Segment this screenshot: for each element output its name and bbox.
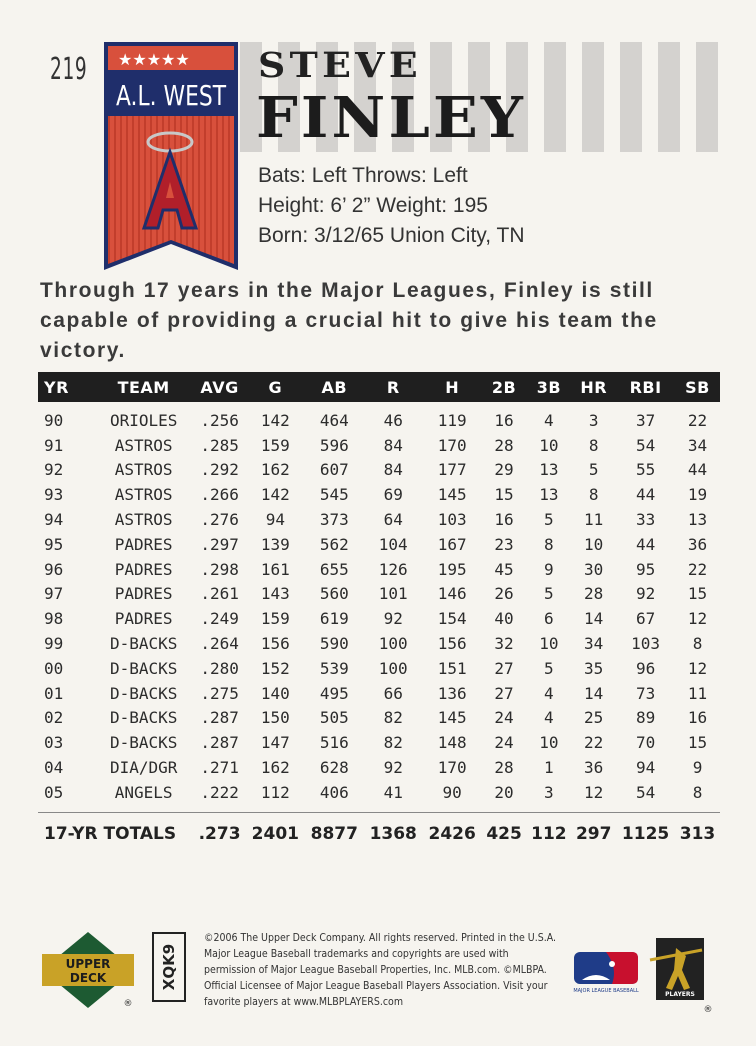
- stat-cell-rbi: 89: [635, 708, 656, 728]
- col-header-ab: AB: [305, 372, 364, 402]
- stat-cell-r: 41: [383, 782, 403, 802]
- stat-cell-sb: 44: [687, 460, 708, 480]
- stat-cell-r: 46: [383, 410, 403, 430]
- stat-cell-ab: 628: [319, 758, 349, 778]
- stat-cell-r: 92: [383, 758, 403, 778]
- total-cell-g: 2401: [251, 823, 299, 844]
- stat-cell-r: 66: [383, 683, 403, 703]
- card-code-box: [152, 932, 186, 1002]
- stat-cell-g: 150: [260, 708, 290, 728]
- stat-cell-hr: 12: [584, 782, 604, 802]
- stat-cell-g: 147: [260, 733, 290, 753]
- stat-cell-avg: .285: [200, 435, 239, 455]
- stat-cell-r: 104: [378, 534, 408, 554]
- stat-cell-r: 100: [378, 658, 408, 678]
- stat-cell-ab: 464: [319, 410, 349, 430]
- stat-cell-yr: 94: [44, 510, 64, 530]
- mlbpa-logo: [646, 936, 714, 1014]
- stat-cell-hr: 28: [584, 584, 604, 604]
- stat-cell-avg: .271: [200, 758, 239, 778]
- card-code: XQK9: [160, 943, 178, 991]
- stat-cell-h: 145: [437, 708, 467, 728]
- stat-cell-hr: 11: [584, 510, 604, 530]
- stat-cell-avg: .266: [200, 485, 239, 505]
- stat-cell-avg: .280: [200, 658, 239, 678]
- stat-cell-h: 154: [437, 609, 467, 629]
- col-header-team: TEAM: [94, 372, 193, 402]
- col-header-avg: AVG: [193, 372, 246, 402]
- stat-cell-2b: 28: [494, 758, 514, 778]
- stat-cell-2b: 24: [494, 733, 514, 753]
- stat-cell-ab: 596: [319, 435, 349, 455]
- stat-cell-3b: 10: [539, 435, 559, 455]
- total-cell-2b: 425: [486, 823, 522, 844]
- stat-cell-3b: 4: [544, 683, 554, 703]
- stat-cell-r: 84: [383, 460, 403, 480]
- stat-cell-ab: 505: [319, 708, 349, 728]
- mlb-logo: [572, 950, 640, 994]
- stat-cell-ab: 619: [319, 609, 349, 629]
- stats-table: [38, 372, 720, 850]
- stat-cell-2b: 23: [494, 534, 514, 554]
- stats-row: [38, 557, 720, 582]
- stats-row: [38, 631, 720, 656]
- stat-cell-ab: 406: [319, 782, 349, 802]
- stat-cell-team: ASTROS: [114, 485, 173, 505]
- stat-cell-g: 159: [260, 435, 290, 455]
- stat-cell-g: 159: [260, 609, 290, 629]
- stat-cell-h: 136: [437, 683, 467, 703]
- stats-row: [38, 656, 720, 681]
- stat-cell-h: 170: [437, 758, 467, 778]
- col-header-sb: SB: [675, 372, 720, 402]
- stat-cell-r: 82: [383, 708, 403, 728]
- stat-cell-yr: 91: [44, 435, 64, 455]
- stat-cell-sb: 34: [687, 435, 708, 455]
- stat-cell-rbi: 94: [635, 758, 656, 778]
- stat-cell-avg: .249: [200, 609, 239, 629]
- stat-cell-hr: 10: [584, 534, 604, 554]
- stat-cell-hr: 30: [584, 559, 604, 579]
- stat-cell-team: PADRES: [114, 559, 173, 579]
- stat-cell-sb: 9: [692, 758, 703, 778]
- stat-cell-2b: 20: [494, 782, 514, 802]
- stat-cell-h: 146: [437, 584, 467, 604]
- stat-cell-h: 148: [437, 733, 467, 753]
- stat-cell-hr: 36: [584, 758, 604, 778]
- stat-cell-ab: 655: [319, 559, 349, 579]
- stats-row: [38, 458, 720, 483]
- stat-cell-3b: 13: [539, 460, 559, 480]
- stat-cell-r: 100: [378, 634, 408, 654]
- total-cell-h: 2426: [428, 823, 476, 844]
- player-first-name: STEVE: [258, 45, 422, 86]
- stat-cell-2b: 28: [494, 435, 514, 455]
- svg-text:★★★★★: ★★★★★: [118, 50, 190, 69]
- stat-cell-team: D-BACKS: [109, 733, 178, 753]
- stat-cell-rbi: 96: [635, 658, 656, 678]
- stat-cell-team: PADRES: [114, 584, 173, 604]
- stats-row: [38, 606, 720, 631]
- stats-row: [38, 730, 720, 755]
- stat-cell-3b: 10: [539, 634, 559, 654]
- stat-cell-g: 140: [260, 683, 290, 703]
- stat-cell-h: 177: [437, 460, 467, 480]
- stat-cell-sb: 22: [687, 410, 708, 430]
- stat-cell-rbi: 103: [631, 634, 661, 654]
- stat-cell-rbi: 70: [635, 733, 656, 753]
- stat-cell-team: D-BACKS: [109, 658, 178, 678]
- stat-cell-sb: 19: [687, 485, 708, 505]
- svg-text:UPPER: UPPER: [65, 957, 111, 971]
- stat-cell-3b: 10: [539, 733, 559, 753]
- stats-row: [38, 532, 720, 557]
- stat-cell-2b: 24: [494, 708, 514, 728]
- total-cell-sb: 313: [679, 823, 716, 844]
- stat-cell-h: 195: [437, 559, 467, 579]
- stat-cell-h: 145: [437, 485, 467, 505]
- stat-cell-rbi: 73: [635, 683, 656, 703]
- stat-cell-rbi: 44: [635, 534, 656, 554]
- stat-cell-rbi: 67: [635, 609, 656, 629]
- total-cell-3b: 112: [531, 823, 567, 844]
- stat-cell-r: 82: [383, 733, 403, 753]
- stat-cell-g: 112: [260, 782, 290, 802]
- stat-cell-rbi: 55: [635, 460, 656, 480]
- stat-cell-3b: 13: [539, 485, 559, 505]
- stat-cell-2b: 29: [494, 460, 514, 480]
- stat-cell-team: ASTROS: [114, 510, 173, 530]
- stat-cell-rbi: 92: [635, 584, 656, 604]
- stat-cell-avg: .297: [200, 534, 239, 554]
- stat-cell-team: D-BACKS: [109, 634, 178, 654]
- stat-cell-team: D-BACKS: [109, 683, 178, 703]
- stat-cell-avg: .287: [200, 708, 239, 728]
- stat-cell-g: 162: [260, 758, 290, 778]
- stat-cell-ab: 545: [319, 485, 349, 505]
- player-last-name: FINLEY: [256, 85, 527, 151]
- stat-cell-2b: 40: [494, 609, 514, 629]
- stat-cell-g: 162: [260, 460, 290, 480]
- stat-cell-r: 69: [383, 485, 403, 505]
- stat-cell-avg: .256: [200, 410, 239, 430]
- stat-cell-r: 92: [383, 609, 403, 629]
- stat-cell-avg: .287: [200, 733, 239, 753]
- stat-cell-yr: 98: [44, 609, 64, 629]
- svg-text:PLAYERS: PLAYERS: [665, 991, 695, 998]
- stat-cell-sb: 16: [687, 708, 708, 728]
- stats-row: [38, 582, 720, 607]
- svg-text:®: ®: [123, 999, 133, 1009]
- stat-cell-sb: 36: [687, 534, 708, 554]
- stat-cell-yr: 96: [44, 559, 64, 579]
- upper-deck-logo: [40, 930, 136, 1010]
- stat-cell-hr: 5: [588, 460, 599, 480]
- stat-cell-3b: 5: [544, 510, 554, 530]
- svg-text:®: ®: [703, 1005, 713, 1014]
- angels-banner: [104, 42, 238, 270]
- stat-cell-3b: 5: [544, 584, 554, 604]
- stat-cell-2b: 27: [494, 683, 514, 703]
- stat-cell-2b: 45: [494, 559, 514, 579]
- col-header-3b: 3B: [526, 372, 571, 402]
- stat-cell-3b: 4: [544, 410, 554, 430]
- stats-row: [38, 706, 720, 731]
- stat-cell-g: 142: [260, 410, 290, 430]
- stat-cell-g: 94: [265, 510, 285, 530]
- total-cell-ab: 8877: [310, 823, 358, 844]
- stat-cell-3b: 5: [544, 658, 554, 678]
- stat-cell-team: ASTROS: [114, 460, 173, 480]
- stat-cell-g: 142: [260, 485, 290, 505]
- stat-cell-yr: 92: [44, 460, 64, 480]
- stat-cell-sb: 15: [687, 733, 708, 753]
- stat-cell-sb: 8: [692, 782, 703, 802]
- stat-cell-h: 156: [437, 634, 467, 654]
- stat-cell-hr: 35: [584, 658, 604, 678]
- stat-cell-3b: 4: [544, 708, 554, 728]
- stat-cell-r: 101: [378, 584, 408, 604]
- stat-cell-hr: 14: [584, 683, 604, 703]
- stat-cell-3b: 6: [544, 609, 554, 629]
- stat-cell-3b: 3: [544, 782, 554, 802]
- stat-cell-yr: 95: [44, 534, 64, 554]
- stat-cell-hr: 8: [588, 435, 599, 455]
- stat-cell-r: 64: [383, 510, 403, 530]
- stat-cell-hr: 8: [588, 485, 599, 505]
- stat-cell-team: ORIOLES: [109, 410, 178, 430]
- stat-cell-r: 126: [378, 559, 408, 579]
- stat-cell-h: 103: [437, 510, 467, 530]
- col-header-rbi: RBI: [616, 372, 675, 402]
- stat-cell-hr: 22: [584, 733, 604, 753]
- stat-cell-3b: 1: [544, 758, 554, 778]
- stat-cell-ab: 539: [319, 658, 349, 678]
- division-label: A.L. WEST: [115, 79, 227, 112]
- stat-cell-h: 170: [437, 435, 467, 455]
- stat-cell-sb: 8: [692, 634, 703, 654]
- stat-cell-yr: 99: [44, 634, 64, 654]
- legal-text: ©2006 The Upper Deck Company. All rights reserved. Printed in the U.S.A. Major League Baseball trademarks and copyrights are used with permission of Major League Baseball Properties, Inc. MLB.com. ©MLBPA. Official Licensee of Major League Baseball Players Association. Visit your favorite players at www.MLBPLAYERS.com: [204, 932, 556, 1008]
- stat-cell-sb: 12: [687, 609, 708, 629]
- stat-cell-yr: 05: [44, 782, 64, 802]
- stat-cell-3b: 9: [544, 559, 554, 579]
- stat-cell-yr: 00: [44, 658, 64, 678]
- stat-cell-h: 90: [442, 782, 462, 802]
- stat-cell-avg: .276: [200, 510, 239, 530]
- stat-cell-3b: 8: [544, 534, 554, 554]
- stat-cell-rbi: 95: [635, 559, 656, 579]
- col-header-2b: 2B: [482, 372, 527, 402]
- stat-cell-hr: 14: [584, 609, 604, 629]
- stat-cell-ab: 373: [319, 510, 349, 530]
- stat-cell-2b: 16: [494, 510, 514, 530]
- total-cell-avg: .273: [198, 823, 241, 844]
- totals-divider: [38, 812, 720, 813]
- stat-cell-h: 151: [437, 658, 467, 678]
- stat-cell-rbi: 54: [635, 435, 656, 455]
- stats-row: [38, 482, 720, 507]
- stat-cell-g: 143: [260, 584, 290, 604]
- total-cell-rbi: 1125: [621, 823, 670, 844]
- height-weight: Height: 6’ 2” Weight: 195: [258, 194, 488, 217]
- col-header-yr: YR: [38, 372, 94, 402]
- stats-header-row: [38, 372, 720, 402]
- stat-cell-ab: 562: [319, 534, 349, 554]
- stat-cell-sb: 22: [687, 559, 708, 579]
- stat-cell-h: 119: [437, 410, 467, 430]
- stat-cell-team: ANGELS: [114, 782, 173, 802]
- stat-cell-yr: 04: [44, 758, 64, 778]
- totals-label: 17-YR TOTALS: [44, 823, 177, 844]
- stat-cell-yr: 93: [44, 485, 64, 505]
- stat-cell-2b: 15: [494, 485, 514, 505]
- stat-cell-team: ASTROS: [114, 435, 173, 455]
- stat-cell-2b: 16: [494, 410, 514, 430]
- stat-cell-avg: .261: [200, 584, 239, 604]
- stat-cell-ab: 607: [319, 460, 349, 480]
- stat-cell-ab: 516: [319, 733, 349, 753]
- stat-cell-sb: 15: [687, 584, 708, 604]
- stats-row: [38, 681, 720, 706]
- stat-cell-avg: .275: [200, 683, 239, 703]
- stat-cell-2b: 32: [494, 634, 514, 654]
- stat-cell-yr: 03: [44, 733, 64, 753]
- stat-cell-team: DIA/DGR: [109, 758, 178, 778]
- svg-text:DECK: DECK: [69, 971, 107, 985]
- stats-row: [38, 755, 720, 780]
- stat-cell-avg: .298: [200, 559, 239, 579]
- col-header-g: G: [246, 372, 305, 402]
- stat-cell-sb: 12: [687, 658, 708, 678]
- stat-cell-avg: .264: [200, 634, 239, 654]
- stat-cell-yr: 97: [44, 584, 64, 604]
- total-cell-r: 1368: [369, 823, 417, 844]
- stat-cell-sb: 11: [687, 683, 708, 703]
- stat-cell-g: 139: [260, 534, 290, 554]
- stat-cell-rbi: 37: [635, 410, 656, 430]
- stat-cell-avg: .292: [200, 460, 239, 480]
- stat-cell-team: D-BACKS: [109, 708, 178, 728]
- stat-cell-yr: 02: [44, 708, 64, 728]
- stats-row: [38, 780, 720, 805]
- stat-cell-ab: 495: [319, 683, 349, 703]
- stat-cell-2b: 27: [494, 658, 514, 678]
- stat-cell-yr: 90: [44, 410, 64, 430]
- stat-cell-g: 152: [260, 658, 290, 678]
- stat-cell-hr: 34: [584, 634, 604, 654]
- stat-cell-rbi: 54: [635, 782, 656, 802]
- stat-cell-yr: 01: [44, 683, 64, 703]
- stat-cell-rbi: 33: [635, 510, 656, 530]
- stat-cell-2b: 26: [494, 584, 514, 604]
- total-cell-hr: 297: [575, 823, 612, 844]
- col-header-r: R: [364, 372, 423, 402]
- stat-cell-rbi: 44: [635, 485, 656, 505]
- stat-cell-avg: .222: [200, 782, 239, 802]
- stats-row: [38, 433, 720, 458]
- bats-throws: Bats: Left Throws: Left: [258, 164, 468, 187]
- card-number: 219: [50, 52, 88, 87]
- stat-cell-ab: 590: [319, 634, 349, 654]
- stat-cell-hr: 25: [584, 708, 604, 728]
- stars-icon: [118, 50, 190, 69]
- stat-cell-hr: 3: [588, 410, 599, 430]
- stat-cell-team: PADRES: [114, 534, 173, 554]
- stats-row: [38, 402, 720, 433]
- stat-cell-g: 156: [260, 634, 290, 654]
- stats-row: [38, 507, 720, 532]
- col-header-hr: HR: [571, 372, 616, 402]
- player-blurb: Through 17 years in the Major Leagues, Finley is still capable of providing a crucial hit to give his team the victory.: [40, 279, 658, 362]
- stat-cell-sb: 13: [687, 510, 708, 530]
- stat-cell-h: 167: [437, 534, 467, 554]
- stat-cell-team: PADRES: [114, 609, 173, 629]
- stat-cell-ab: 560: [319, 584, 349, 604]
- birth-info: Born: 3/12/65 Union City, TN: [258, 224, 525, 247]
- svg-text:MAJOR LEAGUE BASEBALL: MAJOR LEAGUE BASEBALL: [573, 988, 639, 994]
- stat-cell-r: 84: [383, 435, 403, 455]
- col-header-h: H: [423, 372, 482, 402]
- stat-cell-g: 161: [260, 559, 290, 579]
